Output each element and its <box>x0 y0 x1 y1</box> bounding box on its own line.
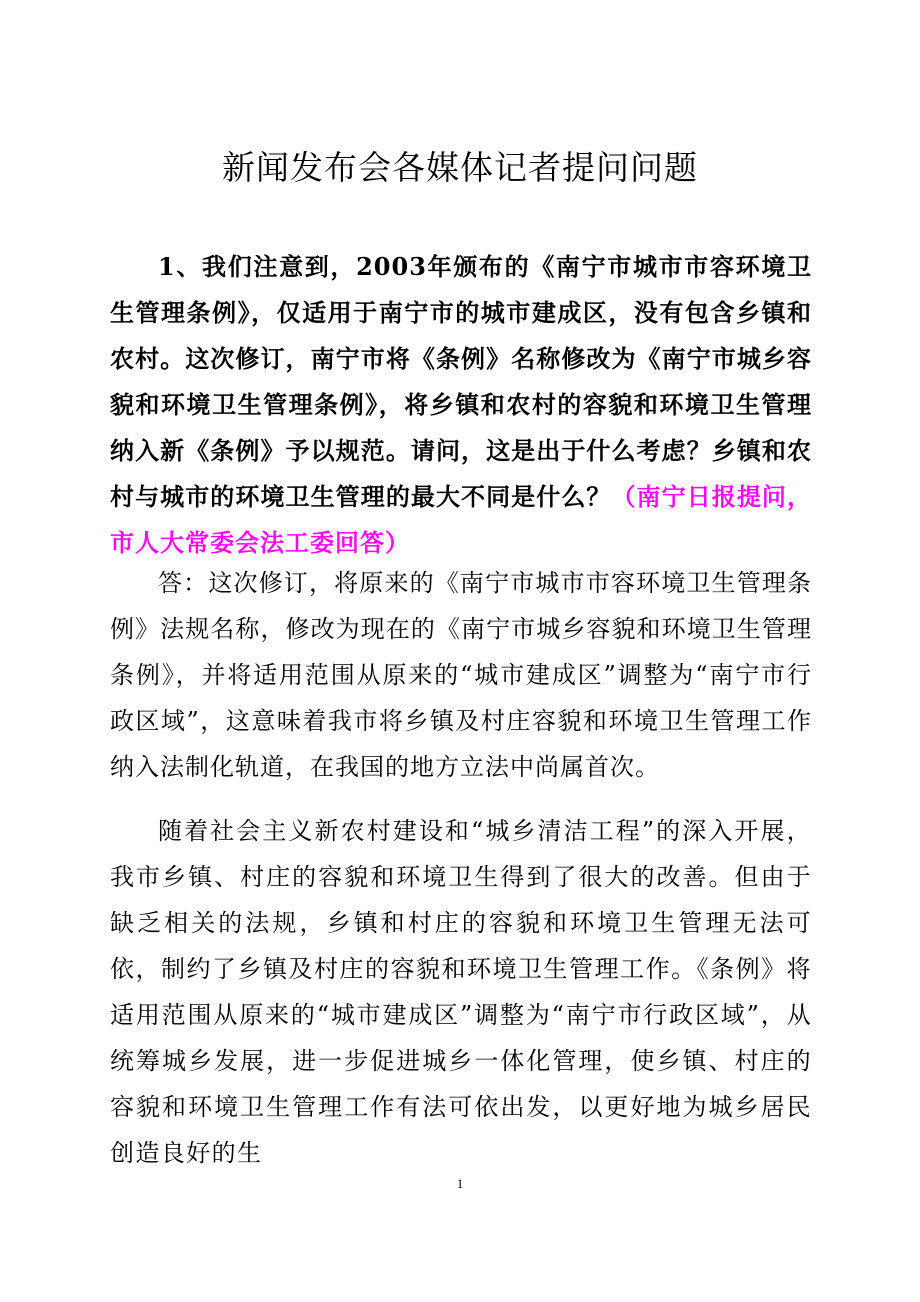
question-attribution: （南宁日报提问，市人大常委会法工委回答） <box>110 483 813 557</box>
answer-paragraph-2: 随着社会主义新农村建设和“城乡清洁工程”的深入开展，我市乡镇、村庄的容貌和环境卫生得到了很大的改善。但由于缺乏相关的法规，乡镇和村庄的容貌和环境卫生管理无法可依，制约了乡镇及村庄的容貌和环境卫生管理工作。《条例》将适用范围从原来的“城市建成区”调整为“南宁市行政区域”，从统筹城乡发展，进一步促进城乡一体化管理，使乡镇、村庄的容貌和环境卫生管理工作有法可依出发，以更好地为城乡居民创造良好的生 <box>110 817 812 1167</box>
question-paragraph <box>110 244 812 566</box>
question-text: 1、我们注意到，2003年颁布的《南宁市城市市容环境卫生管理条例》，仅适用于南宁市的城市建成区，没有包含乡镇和农村。这次修订，南宁市将《条例》名称修改为《南宁市城乡容貌和环境卫生管理条例》，将乡镇和农村的容貌和环境卫生管理纳入新《条例》予以规范。请问，这是出于什么考虑？乡镇和农村与城市的环境卫生管理的最大不同是什么？ <box>110 252 812 511</box>
answer-paragraph-1: 答：这次修订，将原来的《南宁市城市市容环境卫生管理条例》法规名称，修改为现在的《南宁市城乡容貌和环境卫生管理条例》，并将适用范围从原来的“城市建成区”调整为“南宁市行政区域”，这意味着我市将乡镇及村庄容貌和环境卫生管理工作纳入法制化轨道，在我国的地方立法中尚属首次。 <box>110 569 812 781</box>
document-title: 新闻发布会各媒体记者提问问题 <box>222 148 698 187</box>
page-number: 1 <box>456 1176 464 1191</box>
